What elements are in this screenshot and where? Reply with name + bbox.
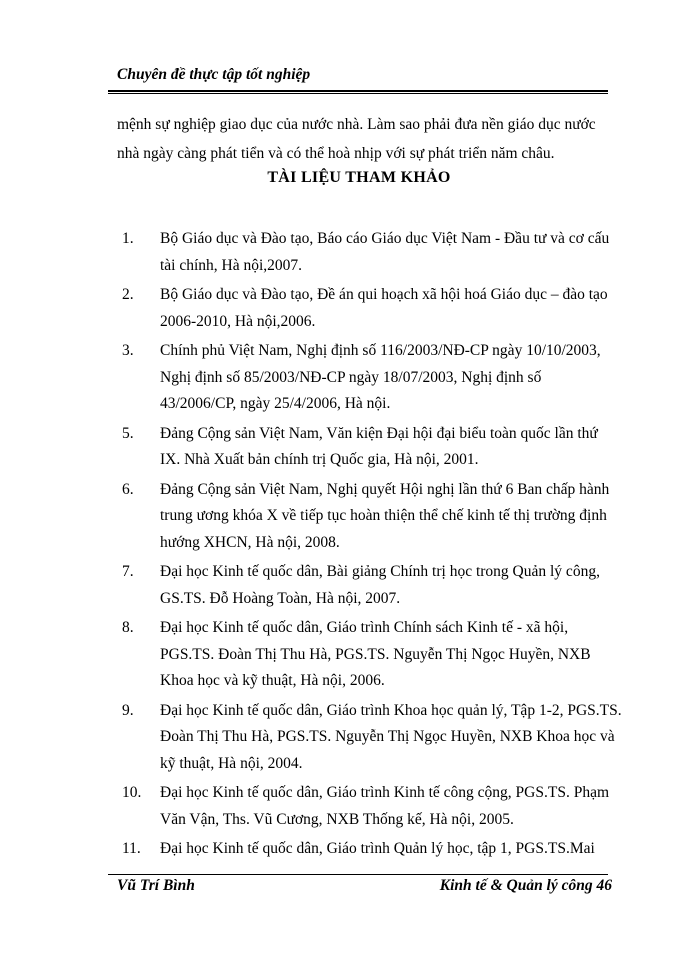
header-divider-thin bbox=[108, 93, 608, 94]
footer-divider bbox=[108, 874, 608, 875]
section-title: TÀI LIỆU THAM KHẢO bbox=[267, 169, 451, 186]
reference-text-line: Đoàn Thị Thu Hà, PGS.TS. Nguyễn Thị Ngọc Huyền, NXB Khoa học và bbox=[160, 728, 615, 745]
reference-text-line: 2006-2010, Hà nội,2006. bbox=[160, 312, 316, 330]
reference-text-line: trung ương khóa X về tiếp tục hoàn thiện thể chế kinh tế thị trường định bbox=[160, 507, 607, 524]
reference-text-line: Bộ Giáo dục và Đào tạo, Đề án qui hoạch xã hội hoá Giáo dục – đào tạo bbox=[160, 286, 608, 303]
reference-text-line: Nghị định số 85/2003/NĐ-CP ngày 18/07/2003, Nghị định số bbox=[160, 368, 542, 386]
reference-item bbox=[122, 477, 652, 557]
intro-paragraph bbox=[117, 110, 637, 168]
reference-text-line: kỹ thuật, Hà nội, 2004. bbox=[160, 754, 303, 772]
reference-number: 7. bbox=[122, 563, 134, 580]
reference-item bbox=[122, 421, 652, 474]
reference-text-line: Văn Vận, Ths. Vũ Cương, NXB Thống kế, Hà nội, 2005. bbox=[160, 810, 514, 828]
reference-item bbox=[122, 615, 652, 695]
reference-item bbox=[122, 780, 652, 833]
page-header-title: Chuyên đề thực tập tốt nghiệp bbox=[117, 66, 311, 83]
reference-item bbox=[122, 338, 652, 418]
reference-number: 2. bbox=[122, 286, 134, 303]
reference-text-line: PGS.TS. Đoàn Thị Thu Hà, PGS.TS. Nguyễn Thị Ngọc Huyền, NXB bbox=[160, 645, 591, 663]
reference-item bbox=[122, 698, 652, 778]
reference-text-line: Đại học Kinh tế quốc dân, Bài giảng Chính trị học trong Quản lý công, bbox=[160, 563, 600, 580]
reference-text-line: Đại học Kinh tế quốc dân, Giáo trình Chính sách Kinh tế - xã hội, bbox=[160, 619, 569, 636]
reference-number: 10. bbox=[122, 784, 142, 801]
reference-text-line: tài chính, Hà nội,2007. bbox=[160, 256, 303, 274]
header-divider bbox=[108, 90, 608, 92]
reference-text-line: Chính phủ Việt Nam, Nghị định số 116/2003/NĐ-CP ngày 10/10/2003, bbox=[160, 342, 601, 359]
reference-number: 3. bbox=[122, 342, 134, 359]
reference-number: 8. bbox=[122, 619, 134, 636]
footer-course: Kinh tế & Quản lý công 46 bbox=[439, 877, 612, 894]
reference-text-line: 43/2006/CP, ngày 25/4/2006, Hà nội. bbox=[160, 395, 391, 412]
footer-author: Vũ Trí Bình bbox=[117, 877, 195, 894]
reference-text-line: Đảng Cộng sản Việt Nam, Nghị quyết Hội nghị lần thứ 6 Ban chấp hành bbox=[160, 480, 610, 498]
reference-number: 5. bbox=[122, 424, 134, 442]
reference-item bbox=[122, 836, 652, 863]
reference-item bbox=[122, 559, 652, 612]
reference-text-line: Đại học Kinh tế quốc dân, Giáo trình Quản lý học, tập 1, PGS.TS.Mai bbox=[160, 840, 595, 857]
reference-text-line: GS.TS. Đỗ Hoàng Toàn, Hà nội, 2007. bbox=[160, 589, 401, 607]
reference-number: 6. bbox=[122, 480, 134, 498]
reference-item bbox=[122, 282, 652, 335]
reference-number: 9. bbox=[122, 701, 134, 719]
reference-number: 11. bbox=[122, 840, 141, 857]
reference-list bbox=[122, 226, 652, 866]
reference-text-line: Đại học Kinh tế quốc dân, Giáo trình Kinh tế công cộng, PGS.TS. Phạm bbox=[160, 784, 610, 801]
intro-line: nhà ngày càng phát tiển và có thể hoà nhịp với sự phát triển năm châu. bbox=[117, 145, 555, 162]
reference-text-line: Đảng Cộng sản Việt Nam, Văn kiện Đại hội đại biểu toàn quốc lần thứ bbox=[160, 424, 598, 442]
reference-number: 1. bbox=[122, 230, 134, 247]
reference-text-line: hướng XHCN, Hà nội, 2008. bbox=[160, 533, 340, 551]
reference-item bbox=[122, 226, 652, 279]
reference-text-line: Bộ Giáo dục và Đào tạo, Báo cáo Giáo dục Việt Nam - Đầu tư và cơ cấu bbox=[160, 230, 610, 247]
reference-text-line: IX. Nhà Xuất bản chính trị Quốc gia, Hà nội, 2001. bbox=[160, 451, 479, 468]
intro-line: mệnh sự nghiệp giao dục của nước nhà. Làm sao phải đưa nền giáo dục nước bbox=[117, 116, 596, 133]
reference-text-line: Khoa học và kỹ thuật, Hà nội, 2006. bbox=[160, 672, 385, 689]
reference-text-line: Đại học Kinh tế quốc dân, Giáo trình Khoa học quản lý, Tập 1-2, PGS.TS. bbox=[160, 701, 622, 719]
